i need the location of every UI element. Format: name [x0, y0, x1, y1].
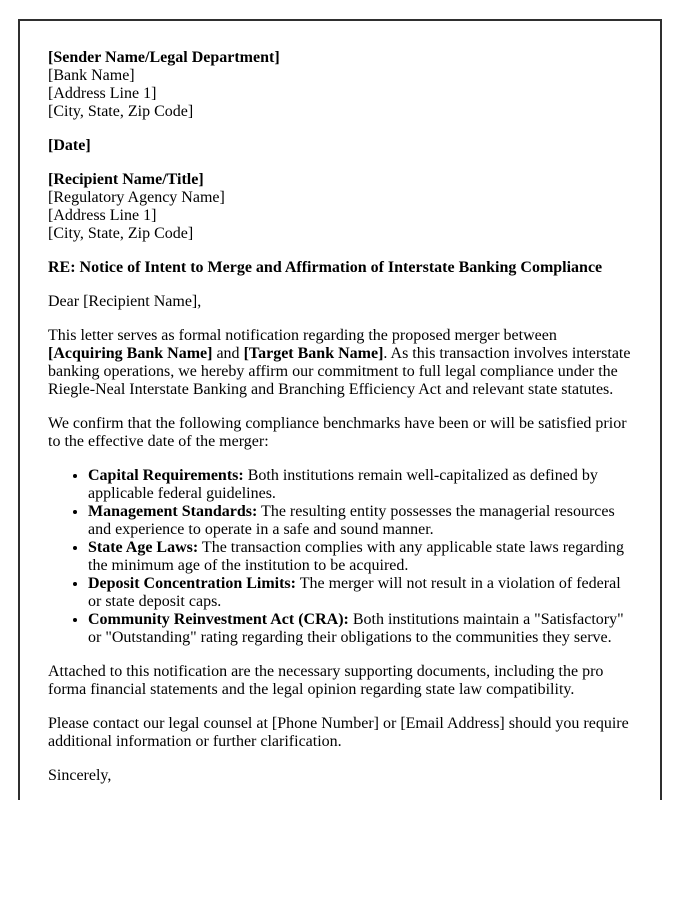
merger-paragraph-lead: This letter serves as formal notification regarding the proposed merger between: [48, 327, 557, 344]
sender-name-line: [Sender Name/Legal Department]: [48, 49, 280, 66]
benchmark-term: Community Reinvestment Act (CRA):: [88, 611, 349, 628]
benchmark-term: Management Standards:: [88, 503, 258, 520]
acquiring-bank-name: [Acquiring Bank Name]: [48, 345, 213, 362]
salutation: Dear [Recipient Name],: [48, 293, 202, 310]
merger-paragraph-connector: and: [212, 345, 244, 362]
sender-bank-line: [Bank Name]: [48, 67, 135, 84]
date-line: [Date]: [48, 137, 91, 154]
paragraph-attachments: Attached to this notification are the necessary supporting documents, including the pro forma financial statements and the legal opinion regarding state law compatibility.: [48, 663, 604, 698]
recipient-city-line: [City, State, Zip Code]: [48, 225, 194, 242]
recipient-name-line: [Recipient Name/Title]: [48, 171, 204, 188]
benchmark-text: The transaction complies with any applicable state laws regarding the minimum age of the institution to be acquired.: [88, 539, 625, 574]
paragraph-contact: Please contact our legal counsel at [Phone Number] or [Email Address] should you require additional information or further clarification.: [48, 715, 629, 750]
closing-line: Sincerely,: [48, 767, 112, 784]
benchmark-text: The resulting entity possesses the managerial resources and experience to operate in a safe and sound manner.: [88, 503, 615, 538]
benchmark-text: Both institutions remain well-capitalized as defined by applicable federal guidelines.: [88, 467, 598, 502]
paragraph-merger-notification: [48, 327, 634, 399]
merger-paragraph-tail: . As this transaction involves interstate banking operations, we hereby affirm our commitment to full legal compliance under the Riegle-Neal Interstate Banking and Branching Efficiency Act and relevant state statutes.: [48, 345, 631, 398]
sender-address-block: [48, 49, 634, 121]
benchmark-item-deposit-concentration: [88, 575, 634, 611]
recipient-address-line: [Address Line 1]: [48, 207, 157, 224]
subject-line: RE: Notice of Intent to Merge and Affirmation of Interstate Banking Compliance: [48, 259, 603, 276]
benchmark-item-state-age-laws: [88, 539, 634, 575]
sender-address-line: [Address Line 1]: [48, 85, 157, 102]
benchmark-term: State Age Laws:: [88, 539, 199, 556]
letter-document: [18, 19, 662, 800]
benchmark-text: The merger will not result in a violation of federal or state deposit caps.: [88, 575, 621, 610]
recipient-address-block: [48, 171, 634, 243]
sender-city-line: [City, State, Zip Code]: [48, 103, 194, 120]
benchmark-term: Deposit Concentration Limits:: [88, 575, 296, 592]
paragraph-benchmarks-intro: We confirm that the following compliance benchmarks have been or will be satisfied prior to the effective date of the merger:: [48, 415, 627, 450]
benchmark-item-community-reinvestment: [88, 611, 634, 647]
benchmark-item-capital-requirements: [88, 467, 634, 503]
recipient-agency-line: [Regulatory Agency Name]: [48, 189, 225, 206]
benchmark-term: Capital Requirements:: [88, 467, 244, 484]
target-bank-name: [Target Bank Name]: [243, 345, 384, 362]
compliance-benchmarks-list: [48, 467, 634, 647]
benchmark-text: Both institutions maintain a "Satisfactory" or "Outstanding" rating regarding their obligations to the communities they serve.: [88, 611, 624, 646]
benchmark-item-management-standards: [88, 503, 634, 539]
